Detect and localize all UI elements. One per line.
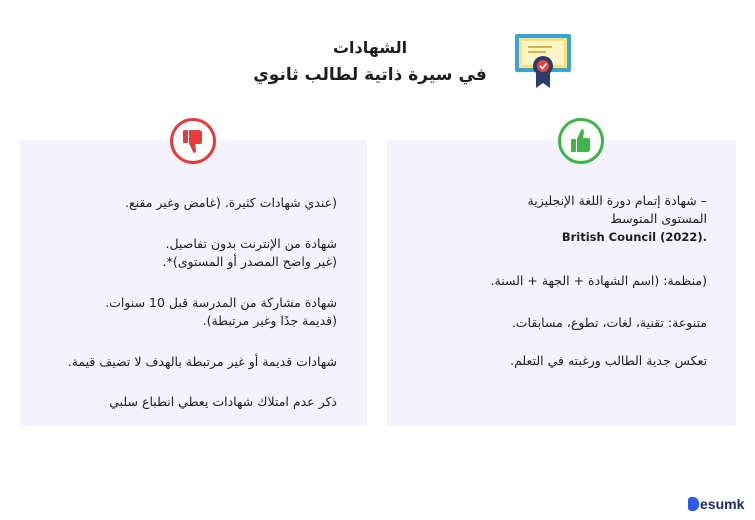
list-item-text: British Council (2022). bbox=[561, 230, 707, 244]
thumbs-down-badge bbox=[170, 118, 216, 164]
list-item-text: شهادة من الإنترنت بدون تفاصيل. bbox=[165, 236, 337, 251]
list-item-text: (قديمة جدًا وغير مرتبطة). bbox=[202, 313, 337, 328]
list-item bbox=[27, 294, 337, 330]
certificate-icon bbox=[513, 30, 573, 90]
list-item-text: شهادة مشاركة من المدرسة قبل 10 سنوات. bbox=[105, 295, 337, 310]
list-item bbox=[407, 352, 707, 370]
list-item bbox=[407, 314, 707, 332]
list-item-text: (منظمة: (اسم الشهادة + الجهة + السنة. bbox=[490, 273, 707, 288]
list-item-text: (عندي شهادات كثيرة. (غامض وغير مقنع. bbox=[125, 195, 337, 210]
thumbs-down-icon bbox=[173, 121, 213, 161]
page-title bbox=[230, 36, 510, 90]
title-line-1: الشهادات bbox=[332, 38, 408, 57]
list-item-text: شهادات قديمة أو غير مرتبطة بالهدف لا تضيف قيمة. bbox=[67, 354, 337, 369]
title-line-2: في سيرة ذاتية لطالب ثانوي bbox=[253, 65, 487, 85]
list-item bbox=[27, 194, 337, 212]
list-item bbox=[407, 192, 707, 246]
list-item bbox=[27, 353, 337, 371]
list-item-text: (غير واضح المصدر أو المستوى)*. bbox=[162, 254, 337, 269]
list-item-text: المستوى المتوسط bbox=[610, 211, 707, 226]
list-item bbox=[407, 272, 707, 290]
brand-mark-icon bbox=[688, 497, 699, 511]
list-item bbox=[27, 393, 337, 411]
list-item-text: ذكر عدم امتلاك شهادات يعطي انطباع سلبي bbox=[109, 394, 337, 409]
brand-name: esumk bbox=[700, 496, 745, 512]
list-item bbox=[27, 235, 337, 271]
list-item-text: تعكس جدية الطالب ورغبته في التعلم. bbox=[510, 353, 707, 368]
thumbs-up-badge bbox=[558, 118, 604, 164]
thumbs-up-icon bbox=[561, 121, 601, 161]
bad-example-panel bbox=[20, 140, 367, 426]
list-item-text: – شهادة إتمام دورة اللغة الإنجليزية bbox=[527, 193, 707, 208]
list-item-text: متنوعة: تقنية، لغات، تطوع، مسابقات. bbox=[511, 315, 707, 330]
brand-logo bbox=[688, 496, 744, 512]
